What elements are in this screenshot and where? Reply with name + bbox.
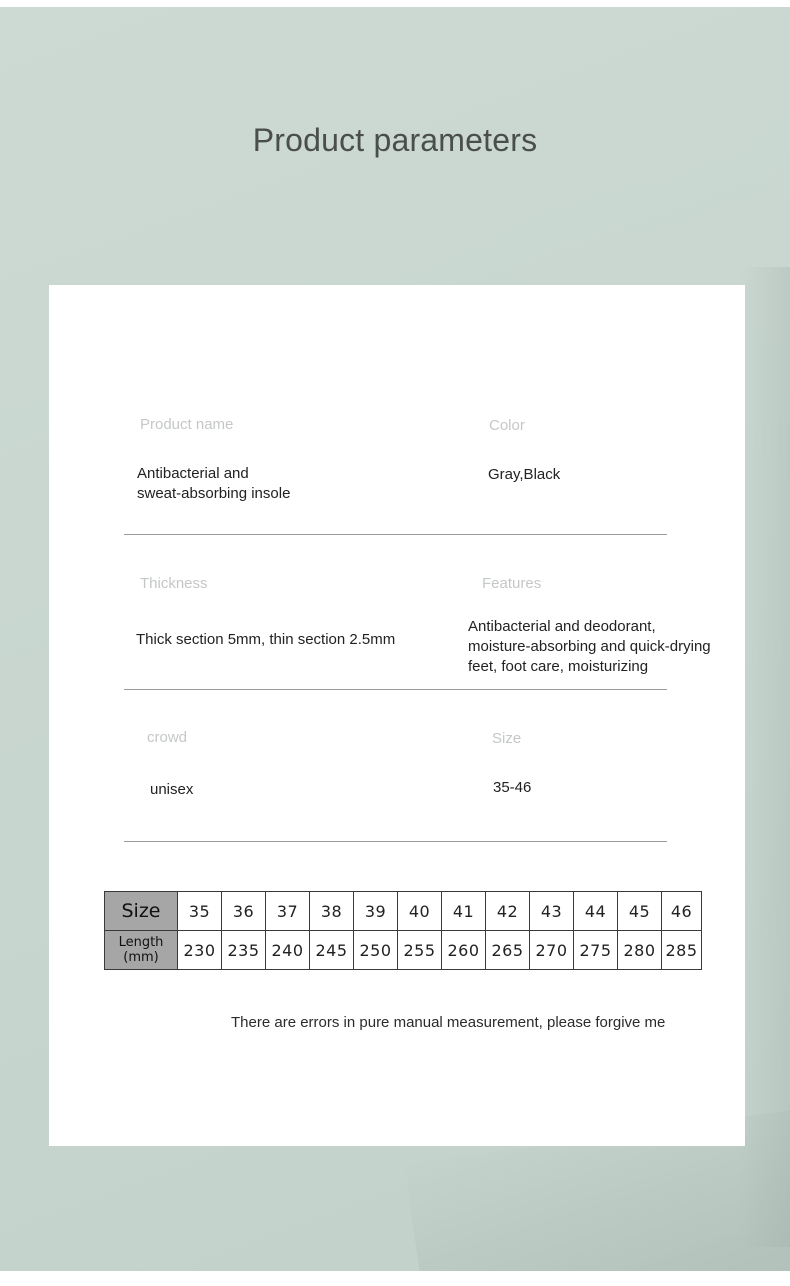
features-value <box>468 617 711 677</box>
size-cell: 42 <box>486 892 530 931</box>
parameters-card <box>49 285 745 1146</box>
length-row-header <box>105 931 178 970</box>
length-cell: 285 <box>662 931 702 970</box>
divider-3 <box>124 841 667 842</box>
size-row-header: Size <box>105 892 178 931</box>
length-cell: 235 <box>222 931 266 970</box>
features-value-line2: moisture-absorbing and quick-drying <box>468 638 711 655</box>
length-cell: 280 <box>618 931 662 970</box>
background-shade-right <box>740 267 790 1247</box>
length-cell: 240 <box>266 931 310 970</box>
crowd-value: unisex <box>150 781 194 798</box>
length-cell: 270 <box>530 931 574 970</box>
size-row <box>105 892 702 931</box>
size-cell: 40 <box>398 892 442 931</box>
color-value: Gray,Black <box>488 466 561 483</box>
size-cell: 45 <box>618 892 662 931</box>
size-cell: 43 <box>530 892 574 931</box>
features-label: Features <box>482 575 542 592</box>
size-cell: 39 <box>354 892 398 931</box>
page-title: Product parameters <box>252 122 538 158</box>
size-label: Size <box>492 730 522 747</box>
measurement-note: There are errors in pure manual measurement, please forgive me <box>231 1014 666 1031</box>
length-cell: 265 <box>486 931 530 970</box>
size-table <box>104 891 702 970</box>
length-cell: 245 <box>310 931 354 970</box>
size-cell: 36 <box>222 892 266 931</box>
size-cell: 44 <box>574 892 618 931</box>
size-cell: 37 <box>266 892 310 931</box>
length-cell: 275 <box>574 931 618 970</box>
thickness-label: Thickness <box>140 575 208 592</box>
size-cell: 41 <box>442 892 486 931</box>
size-cell: 38 <box>310 892 354 931</box>
size-cell: 35 <box>178 892 222 931</box>
length-cell: 230 <box>178 931 222 970</box>
length-header-line1: Length <box>118 935 164 950</box>
length-header-line2: (mm) <box>123 950 159 965</box>
features-value-line3: feet, foot care, moisturizing <box>468 658 649 675</box>
crowd-label: crowd <box>147 729 188 746</box>
length-cell: 260 <box>442 931 486 970</box>
product-name-value-line1: Antibacterial and <box>137 465 249 482</box>
divider-1 <box>124 534 667 535</box>
product-name-value <box>137 464 290 504</box>
thickness-value: Thick section 5mm, thin section 2.5mm <box>136 631 396 648</box>
product-name-label: Product name <box>140 416 234 433</box>
color-label: Color <box>489 417 525 434</box>
divider-2 <box>124 689 667 690</box>
length-cell: 255 <box>398 931 442 970</box>
size-value: 35-46 <box>493 779 532 796</box>
features-value-line1: Antibacterial and deodorant, <box>468 618 656 635</box>
size-cell: 46 <box>662 892 702 931</box>
product-name-value-line2: sweat-absorbing insole <box>137 485 291 502</box>
length-row <box>105 931 702 970</box>
length-cell: 250 <box>354 931 398 970</box>
